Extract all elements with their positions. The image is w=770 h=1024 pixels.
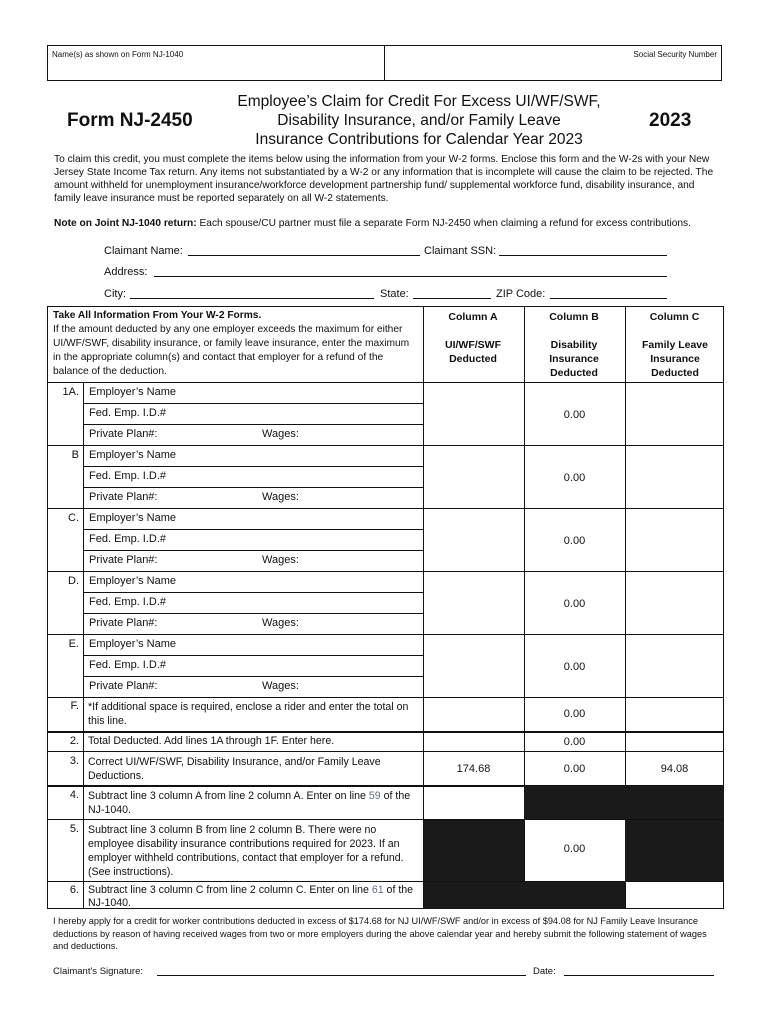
employer-col-a-field[interactable] [424,446,523,507]
employer-block-top [47,508,724,509]
employer-code: 1A. [62,386,79,398]
line-3-top [47,751,724,752]
employer-row-divider [83,424,423,425]
private-plan-label: Private Plan#: [89,554,158,566]
employer-row-divider [83,613,423,614]
line-5-top [47,819,724,820]
address-label: Address: [104,266,148,278]
line-3-col-a[interactable]: 174.68 [456,763,491,775]
date-field[interactable] [564,975,714,976]
private-plan-label: Private Plan#: [89,617,158,629]
employer-row-divider [83,655,423,656]
joint-return-note [54,217,719,230]
private-plan-label: Private Plan#: [89,680,158,692]
line-2-col-b[interactable]: 0.00 [563,736,586,748]
employer-code: D. [68,575,79,587]
wages-label: Wages: [262,554,299,566]
employer-row-divider [83,676,423,677]
wages-label: Wages: [262,428,299,440]
employer-name-label: Employer’s Name [89,386,177,398]
line-6-text-b: of the NJ-1040. [88,884,414,909]
employer-col-a-field[interactable] [424,635,523,696]
employer-col-a-field[interactable] [424,572,523,633]
employer-col-c-field[interactable] [626,383,723,444]
note-text: Each spouse/CU partner must file a separate Form NJ-2450 when claiming a refund for excess contributions. [196,218,691,229]
claimant-name-field[interactable] [188,255,420,256]
code-col-right [83,382,84,909]
line-3-col-b[interactable]: 0.00 [563,763,586,775]
employer-col-b-value[interactable]: 0.00 [563,409,586,421]
wages-label: Wages: [262,491,299,503]
employer-row-divider [83,466,423,467]
line-f-top [47,697,724,698]
name-field[interactable] [48,60,382,80]
line-6-blocked-b [524,882,625,909]
fed-emp-id-label: Fed. Emp. I.D.# [89,659,167,671]
employer-col-b-value[interactable]: 0.00 [563,535,586,547]
col-c-desc: Family Leave Insurance Deducted [642,339,708,379]
line-4-blocked-b [524,786,625,819]
line-2-text: Total Deducted. Add lines 1A through 1F. Enter here. [88,735,335,747]
form-title-line2: Disability Insurance, and/or Family Leave [277,112,561,129]
form-title-line3: Insurance Contributions for Calendar Year 2023 [255,131,583,148]
line-6-text-a: Subtract line 3 column C from line 2 column C. Enter on line [88,884,372,896]
line-4-text [88,789,418,817]
line-3-col-c[interactable]: 94.08 [660,763,689,775]
col-a-title: Column A [448,311,498,323]
form-name: Form NJ-2450 [67,110,193,131]
line-f-col-b[interactable]: 0.00 [563,708,586,720]
col-c-title: Column C [649,311,700,323]
employer-col-a-field[interactable] [424,509,523,570]
line-6-text [88,884,418,910]
ssn-field[interactable] [386,60,720,80]
line-5-code: 5. [69,823,79,835]
employer-code: E. [68,638,79,650]
claimant-ssn-label: Claimant SSN: [424,245,497,257]
note-label: Note on Joint NJ-1040 return: [54,218,197,229]
declaration-text: I hereby apply for a credit for worker contributions deducted in excess of $174.68 for NJ UI/WF/SWF and/or in excess of $94.08 for NJ Family Leave Insurance deductions by reason of having received wages from two or more employers during the above calendar year and hereby submit the following statement of wages and deductions. [53,916,707,951]
employer-col-b-value[interactable]: 0.00 [563,598,586,610]
private-plan-label: Private Plan#: [89,428,158,440]
date-label: Date: [533,966,556,977]
line-5-text: Subtract line 3 column B from line 2 column B. There were no employee disability insurance contributions required for 2023. If an employer withheld contributions, contact that employer for a refund. (See instructions). [88,824,404,878]
line-6-col-c[interactable] [626,882,723,908]
private-plan-label: Private Plan#: [89,491,158,503]
line-4-code: 4. [69,789,79,801]
employer-col-c-field[interactable] [626,572,723,633]
employer-code: C. [68,512,79,524]
signature-field[interactable] [157,975,526,976]
employer-code: B [71,449,79,461]
table-intro-bold: Take All Information From Your W-2 Forms. [53,310,262,321]
employer-col-a-field[interactable] [424,383,523,444]
state-label: State: [380,288,409,300]
employer-name-label: Employer’s Name [89,638,177,650]
line-3-text: Correct UI/WF/SWF, Disability Insurance, and/or Family Leave Deductions. [88,756,381,782]
address-field[interactable] [154,276,667,277]
line-5-col-b[interactable]: 0.00 [563,843,586,855]
col-b-desc: Disability Insurance Deducted [549,339,599,379]
zip-label: ZIP Code: [496,288,546,300]
line-4-line-ref: 59 [368,790,381,802]
employer-col-c-field[interactable] [626,635,723,696]
employer-name-label: Employer’s Name [89,449,177,461]
header-divider [384,45,385,81]
line-6-blocked-a [424,882,524,909]
employer-col-b-value[interactable]: 0.00 [563,472,586,484]
employer-col-b-value[interactable]: 0.00 [563,661,586,673]
state-field[interactable] [413,298,491,299]
fed-emp-id-label: Fed. Emp. I.D.# [89,533,167,545]
employer-block-top [47,445,724,446]
employer-col-c-field[interactable] [626,509,723,570]
line-3-code: 3. [69,755,79,767]
intro-paragraph: To claim this credit, you must complete the items below using the information from your W-2 forms. Enclose this form and the W-2s with your New Jersey State Income Tax return. Any items not substantiated by a W-2 or any information that is incomplete will cause the claim to be rejected. The amount withheld for unemployment insurance/workforce development partnership fund/ supplemental workforce fund, disability insurance, and family leave insurance must be reported separately on all W-2 statements. [54,154,714,204]
employer-name-label: Employer’s Name [89,512,177,524]
city-field[interactable] [130,298,374,299]
fed-emp-id-label: Fed. Emp. I.D.# [89,470,167,482]
form-year: 2023 [649,110,692,131]
line-4-text-a: Subtract line 3 column A from line 2 column A. Enter on line [88,790,369,802]
signature-label: Claimant's Signature: [53,966,143,977]
wages-label: Wages: [262,680,299,692]
form-title-line1: Employee’s Claim for Credit For Excess UI/WF/SWF, [237,93,601,110]
employer-col-c-field[interactable] [626,446,723,507]
table-intro [53,309,415,379]
claimant-ssn-field[interactable] [499,255,667,256]
header-bottom [47,382,724,383]
line-f-text: *If additional space is required, enclose a rider and enter the total on this line. [88,701,409,727]
line-6-line-ref: 61 [371,884,384,896]
employer-name-label: Employer’s Name [89,575,177,587]
claimant-name-label: Claimant Name: [104,245,183,257]
line-2-code: 2. [69,735,79,747]
employer-block-top [47,634,724,635]
employer-row-divider [83,550,423,551]
ssn-label: Social Security Number [633,50,717,59]
col-a-desc: UI/WF/SWF Deducted [445,339,501,365]
name-label: Name(s) as shown on Form NJ-1040 [52,50,184,59]
line-4-col-a[interactable] [424,787,523,817]
employer-row-divider [83,403,423,404]
line-6-code: 6. [69,884,79,896]
employer-block-top [47,571,724,572]
city-label: City: [104,288,126,300]
col-b-title: Column B [549,311,599,323]
employer-row-divider [83,529,423,530]
fed-emp-id-label: Fed. Emp. I.D.# [89,596,167,608]
employer-row-divider [83,487,423,488]
fed-emp-id-label: Fed. Emp. I.D.# [89,407,167,419]
line-f-code: F. [70,700,79,712]
line-5-blocked-c [625,820,724,881]
wages-label: Wages: [262,617,299,629]
line-5-blocked-a [424,820,524,881]
line-4-text-b: of the NJ-1040. [88,790,411,816]
table-intro-text: If the amount deducted by any one employer exceeds the maximum for either UI/WF/SWF, disability insurance, or family leave insurance, enter the maximum in the appropriate column(s) and contact that employer for a refund of the balance of the deduction. [53,324,410,377]
employer-row-divider [83,592,423,593]
line-2-top [47,731,724,733]
zip-field[interactable] [550,298,667,299]
line-4-blocked-c [625,786,724,819]
